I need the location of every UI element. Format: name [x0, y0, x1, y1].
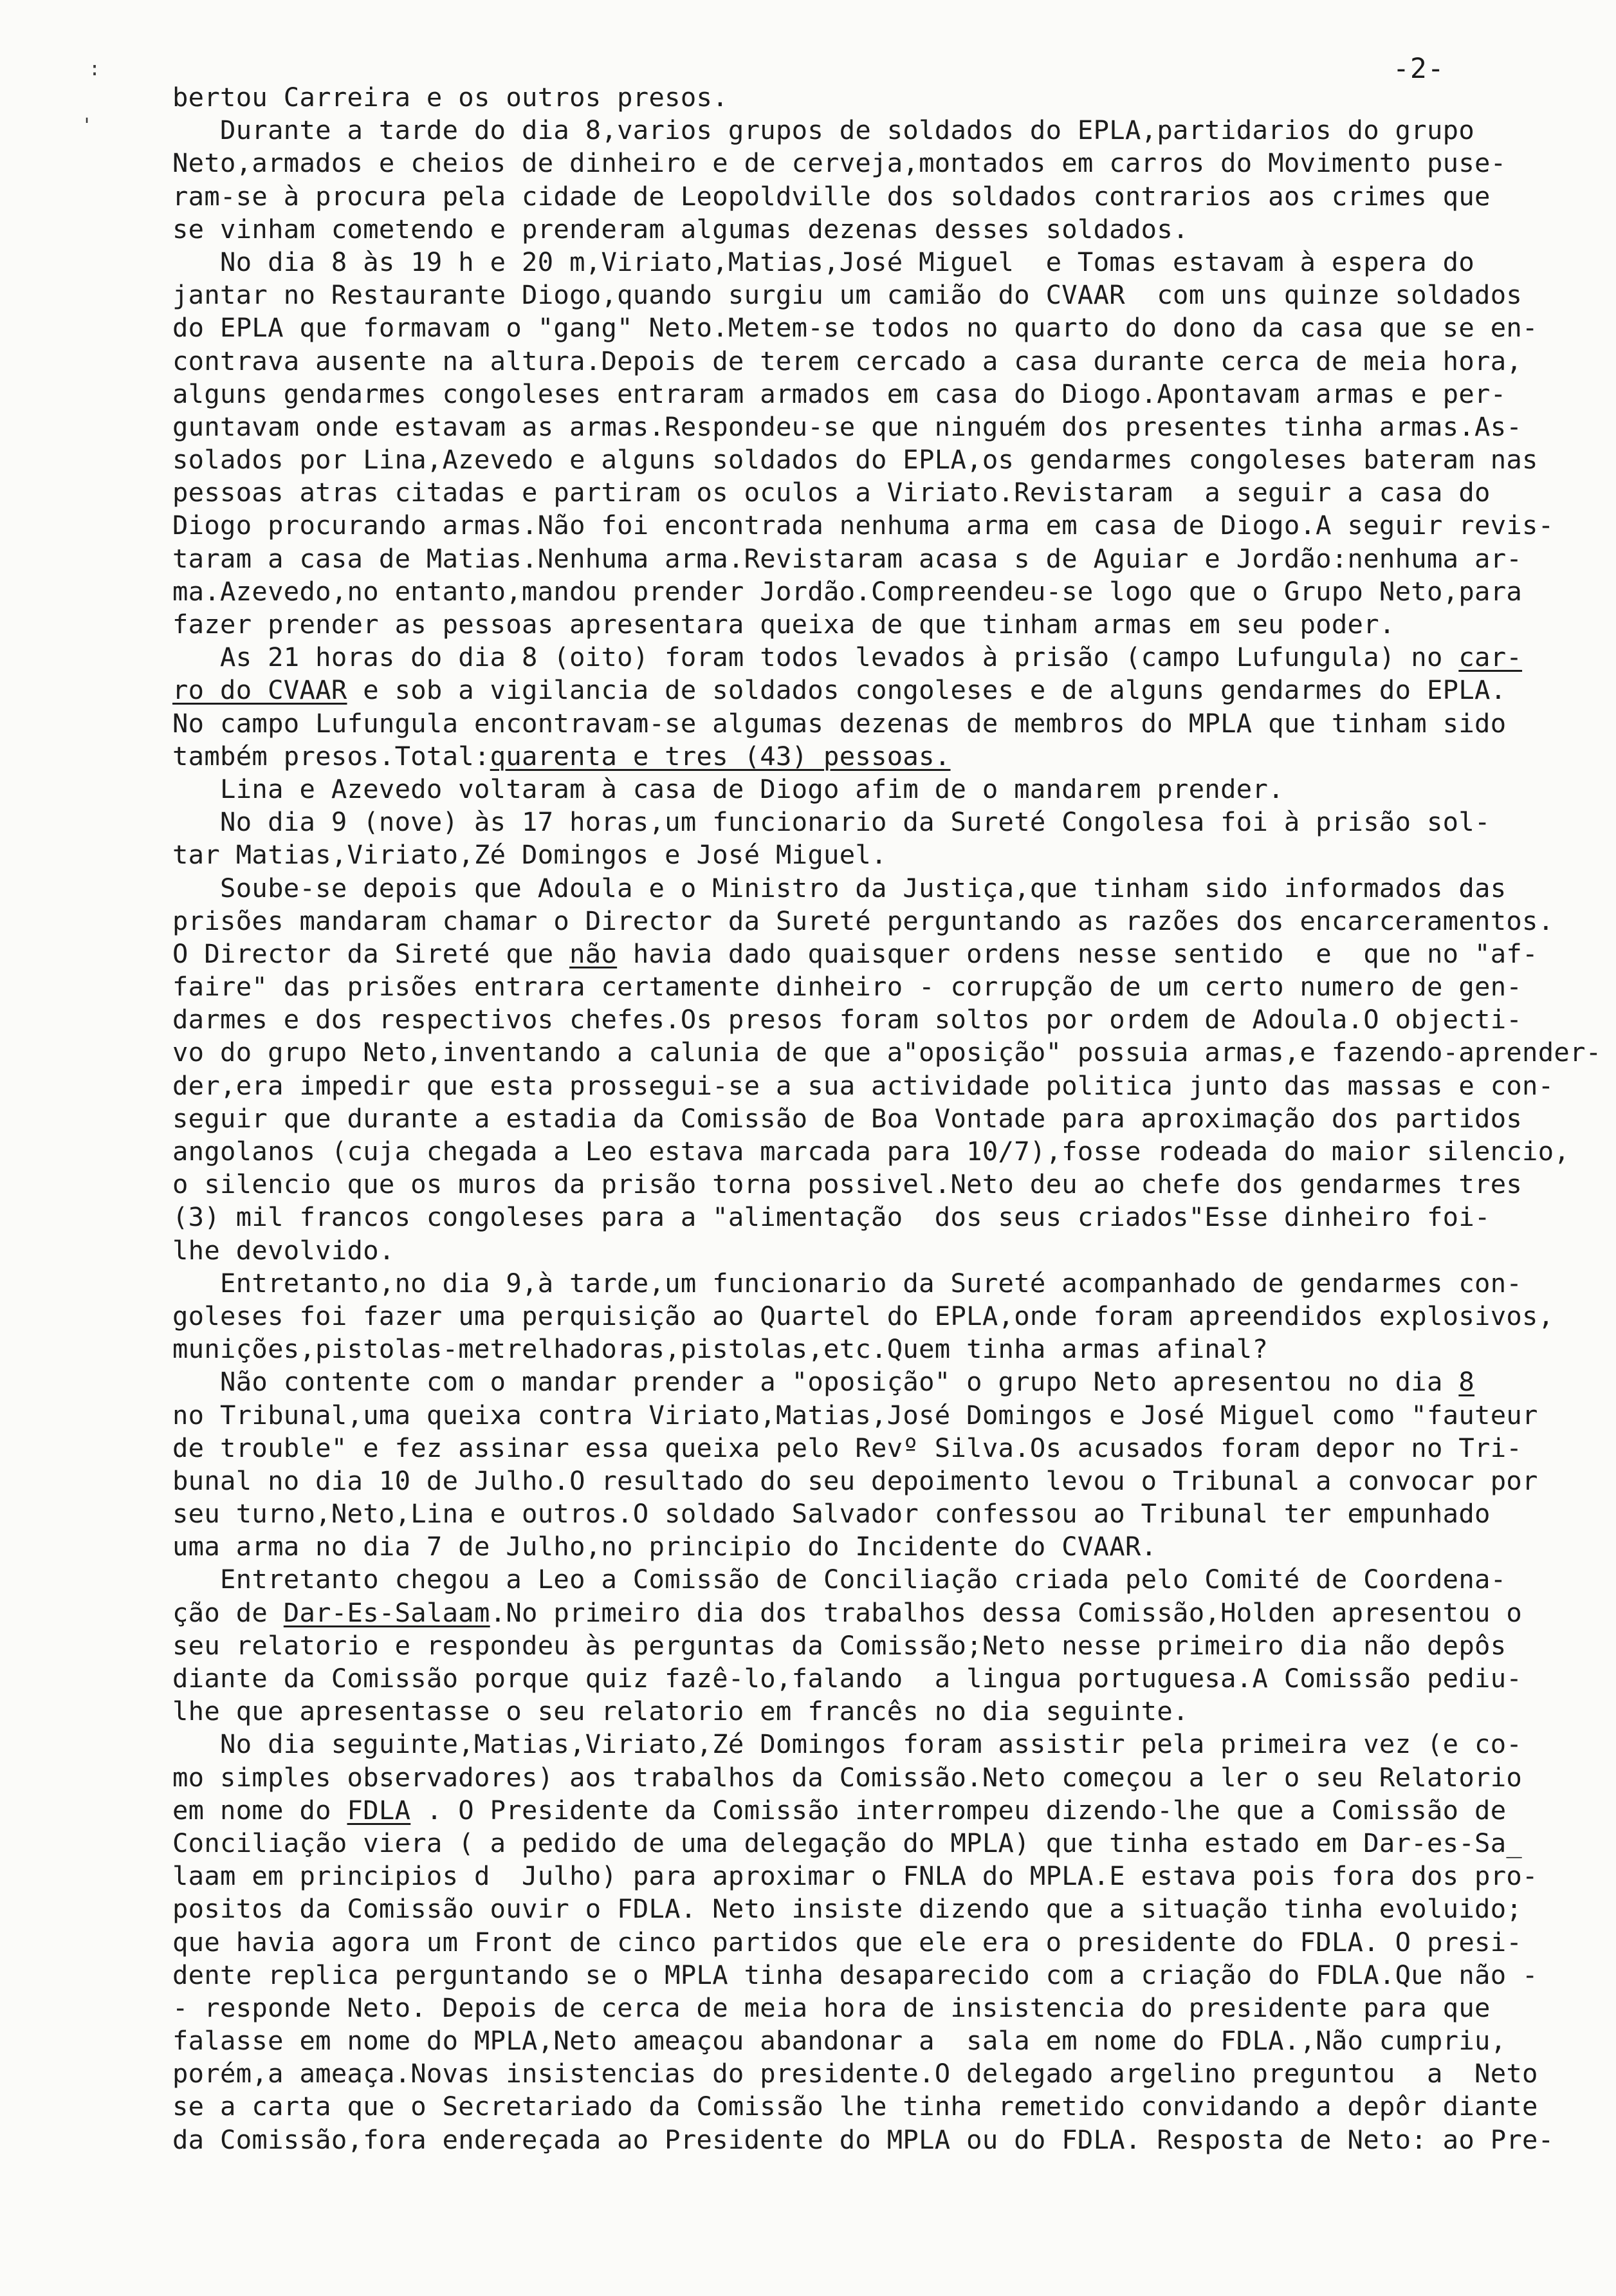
text-line — [172, 1926, 1530, 1959]
text-segment: goleses foi fazer uma perquisição ao Quartel do EPLA,onde foram apreendidos explosivos, — [172, 1300, 1554, 1331]
text-segment: . O Presidente da Comissão interrompeu dizendo-lhe que a Comissão de — [410, 1794, 1507, 1826]
text-line — [172, 443, 1538, 476]
text-line — [172, 641, 1530, 674]
text-line — [172, 1695, 1530, 1728]
text-line — [172, 1992, 1530, 2024]
text-line — [172, 1432, 1530, 1465]
text-segment: - responde Neto. Depois de cerca de meia hora de insistencia do presidente para que — [172, 1992, 1491, 2023]
text-line — [172, 1761, 1530, 1794]
text-segment: no Tribunal,uma queixa contra Viriato,Matias,José Domingos e José Miguel como "fauteur — [172, 1399, 1538, 1430]
margin-mark: : — [89, 58, 101, 80]
text-line — [172, 1465, 1538, 1497]
underlined-text: ro do CVAAR — [172, 674, 347, 706]
text-segment: pessoas atras citadas e partiram os oculos a Viriato.Revistaram a seguir a casa do — [172, 477, 1491, 508]
text-segment: ram-se à procura pela cidade de Leopoldville dos soldados contrarios aos crimes que — [172, 180, 1491, 212]
text-line — [172, 1333, 1530, 1366]
text-segment: No dia seguinte,Matias,Viriato,Zé Domingos foram assistir pela primeira vez (e co- — [172, 1728, 1523, 1760]
text-line — [172, 542, 1530, 575]
text-segment: e sob a vigilancia de soldados congoleses e de alguns gendarmes do EPLA. — [347, 674, 1507, 706]
text-segment: havia dado quaisquer ordens nesse sentido e que no "af- — [617, 938, 1538, 969]
text-segment: lhe que apresentasse o seu relatorio em francês no dia seguinte. — [172, 1696, 1189, 1727]
text-line — [172, 1563, 1530, 1596]
text-line — [172, 1201, 1530, 1234]
text-segment: lhe devolvido. — [172, 1234, 395, 1266]
text-line — [172, 608, 1530, 641]
text-line — [172, 1069, 1554, 1102]
text-line — [172, 1629, 1530, 1662]
page-number: -2- — [1393, 53, 1445, 85]
text-segment: que havia agora um Front de cinco partidos que ele era o presidente do FDLA. O presi- — [172, 1926, 1523, 1958]
text-line — [172, 213, 1530, 246]
text-segment: darmes e dos respectivos chefes.Os presos foram soltos por ordem de Adoula.O objecti- — [172, 1004, 1523, 1035]
text-line — [172, 509, 1554, 542]
text-line — [172, 2057, 1538, 2090]
text-line — [172, 1794, 1530, 1827]
text-line — [172, 1300, 1554, 1333]
text-segment: Entretanto,no dia 9,à tarde,um funcionario da Sureté acompanhado de gendarmes con- — [172, 1267, 1523, 1299]
margin-mark: ' — [81, 115, 93, 137]
text-segment: Durante a tarde do dia 8,varios grupos de soldados do EPLA,partidarios do grupo — [172, 115, 1475, 146]
text-line — [172, 806, 1530, 838]
text-segment: contrava ausente na altura.Depois de terem cercado a casa durante cerca de meia hora, — [172, 345, 1523, 376]
text-line — [172, 674, 1530, 707]
text-segment: bunal no dia 10 de Julho.O resultado do seu depoimento levou o Tribunal a convocar por — [172, 1465, 1538, 1496]
text-segment: munições,pistolas-metrelhadoras,pistolas,etc.Quem tinha armas afinal? — [172, 1333, 1269, 1365]
text-segment: porém,a ameaça.Novas insistencias do presidente.O delegado argelino preguntou a Neto — [172, 2058, 1538, 2089]
text-segment: seguir que durante a estadia da Comissão de Boa Vontade para aproximação dos partidos — [172, 1102, 1523, 1134]
text-segment: falasse em nome do MPLA,Neto ameaçou abandonar a sala em nome do FDLA.,Não cumpriu, — [172, 2025, 1507, 2057]
text-line — [172, 1234, 1530, 1267]
text-line — [172, 1168, 1530, 1201]
text-line — [172, 2024, 1530, 2057]
text-segment: Soube-se depois que Adoula e o Ministro da Justiça,que tinham sido informados das — [172, 872, 1507, 903]
text-line — [172, 311, 1538, 344]
text-segment: uma arma no dia 7 de Julho,no principio do Incidente do CVAAR. — [172, 1531, 1157, 1562]
text-line — [172, 872, 1530, 905]
text-line — [172, 740, 1530, 773]
text-segment: o silencio que os muros da prisão torna possivel.Neto deu ao chefe dos gendarmes tres — [172, 1169, 1523, 1200]
text-line — [172, 970, 1530, 1003]
text-line — [172, 411, 1530, 443]
text-line — [172, 246, 1530, 279]
text-line — [172, 1959, 1538, 1992]
text-line — [172, 838, 1530, 871]
text-segment: laam em principios d Julho) para aproximar o FNLA do MPLA.E estava pois fora dos pro- — [172, 1860, 1538, 1892]
text-segment: em nome do — [172, 1794, 347, 1826]
text-segment: se vinham cometendo e prenderam algumas dezenas desses soldados. — [172, 213, 1189, 245]
text-segment: No campo Lufungula encontravam-se algumas dezenas de membros do MPLA que tinham sido — [172, 707, 1507, 739]
text-segment: O Director da Sireté que — [172, 938, 570, 969]
text-segment: positos da Comissão ouvir o FDLA. Neto insiste dizendo que a situação tinha evoluido; — [172, 1893, 1523, 1925]
text-segment: Conciliação viera ( a pedido de uma delegação do MPLA) que tinha estado em Dar-es-Sa_ — [172, 1827, 1523, 1858]
underlined-text: FDLA — [347, 1794, 411, 1826]
text-segment: do EPLA que formavam o "gang" Neto.Metem-se todos no quarto do dono da casa que se en- — [172, 312, 1538, 344]
text-segment: dente replica perguntando se o MPLA tinha desaparecido com a criação do FDLA.Que não - — [172, 1959, 1538, 1990]
text-line — [172, 1102, 1530, 1135]
text-segment: mo simples observadores) aos trabalhos da Comissão.Neto começou a ler o seu Relatorio — [172, 1761, 1523, 1793]
text-line — [172, 378, 1530, 411]
text-line — [172, 476, 1530, 509]
text-segment: da Comissão,fora endereçada ao Presidente do MPLA ou do FDLA. Resposta de Neto: ao Pre- — [172, 2124, 1554, 2155]
text-line — [172, 1662, 1530, 1695]
text-segment: Neto,armados e cheios de dinheiro e de cerveja,montados em carros do Movimento puse- — [172, 147, 1507, 179]
underlined-text: quarenta e tres (43) pessoas. — [490, 740, 951, 772]
text-segment: jantar no Restaurante Diogo,quando surgiu um camião do CVAAR com uns quinze soldados — [172, 279, 1523, 311]
text-segment: de trouble" e fez assinar essa queixa pelo Revº Silva.Os acusados foram depor no Tri- — [172, 1432, 1523, 1463]
text-segment: taram a casa de Matias.Nenhuma arma.Revistaram acasa s de Aguiar e Jordão:nenhuma ar- — [172, 542, 1523, 574]
text-line — [172, 2090, 1538, 2123]
text-line — [172, 773, 1530, 806]
text-line — [172, 707, 1530, 740]
text-segment: alguns gendarmes congoleses entraram armados em casa do Diogo.Apontavam armas e per- — [172, 378, 1507, 409]
text-segment: No dia 9 (nove) às 17 horas,um funcionario da Sureté Congolesa foi à prisão sol- — [172, 806, 1491, 838]
text-line — [172, 2124, 1554, 2156]
text-segment: Não contente com o mandar prender a "oposição" o grupo Neto apresentou no dia — [172, 1366, 1459, 1398]
text-segment: tar Matias,Viriato,Zé Domingos e José Miguel. — [172, 839, 887, 871]
text-line — [172, 81, 1530, 114]
underlined-text: Dar-Es-Salaam — [283, 1597, 490, 1628]
text-segment: prisões mandaram chamar o Director da Sureté perguntando as razões dos encarceramentos. — [172, 905, 1554, 936]
text-segment: seu turno,Neto,Lina e outros.O soldado Salvador confessou ao Tribunal ter empunhado — [172, 1498, 1491, 1530]
text-segment: vo do grupo Neto,inventando a calunia de que a"oposição" possuia armas,e fazendo-aprender- — [172, 1037, 1602, 1068]
text-segment: As 21 horas do dia 8 (oito) foram todos levados à prisão (campo Lufungula) no — [172, 642, 1459, 673]
text-line — [172, 1366, 1530, 1398]
text-segment: seu relatorio e respondeu às perguntas da Comissão;Neto nesse primeiro dia não depôs — [172, 1629, 1507, 1661]
text-segment: ção de — [172, 1597, 284, 1628]
text-line — [172, 1135, 1570, 1168]
text-line — [172, 1267, 1530, 1300]
text-segment: Lina e Azevedo voltaram à casa de Diogo afim de o mandarem prender. — [172, 773, 1284, 804]
text-segment: diante da Comissão porque quiz fazê-lo,falando a lingua portuguesa.A Comissão pediu- — [172, 1663, 1523, 1694]
text-segment: guntavam onde estavam as armas.Respondeu-se que ninguém dos presentes tinha armas.As- — [172, 411, 1523, 442]
text-line — [172, 1497, 1530, 1530]
text-line — [172, 1893, 1530, 1925]
text-segment: solados por Lina,Azevedo e alguns soldados do EPLA,os gendarmes congoleses bateram nas — [172, 444, 1538, 476]
text-line — [172, 905, 1554, 938]
text-line — [172, 1003, 1530, 1036]
underlined-text: não — [569, 938, 618, 969]
underlined-text: car- — [1458, 642, 1523, 673]
text-line — [172, 1728, 1530, 1761]
text-line — [172, 279, 1530, 311]
text-line — [172, 1399, 1538, 1432]
text-segment: der,era impedir que esta prossegui-se a sua actividade politica junto das massas e con- — [172, 1069, 1554, 1101]
text-line — [172, 938, 1538, 970]
typed-body-text — [172, 81, 1602, 2156]
text-segment: No dia 8 às 19 h e 20 m,Viriato,Matias,José Miguel e Tomas estavam à espera do — [172, 246, 1475, 277]
text-segment: bertou Carreira e os outros presos. — [172, 82, 728, 113]
text-line — [172, 180, 1530, 213]
text-line — [172, 345, 1530, 378]
text-line — [172, 1597, 1530, 1629]
text-segment: faire" das prisões entrara certamente dinheiro - corrupção de um certo numero de gen- — [172, 971, 1523, 1003]
text-line — [172, 1036, 1602, 1069]
text-line — [172, 114, 1530, 147]
text-segment: .No primeiro dia dos trabalhos dessa Comissão,Holden apresentou o — [490, 1597, 1523, 1628]
text-segment: angolanos (cuja chegada a Leo estava marcada para 10/7),fosse rodeada do maior silencio, — [172, 1136, 1570, 1167]
underlined-text: 8 — [1458, 1366, 1475, 1398]
text-line — [172, 1530, 1530, 1563]
text-line — [172, 147, 1530, 180]
text-segment: (3) mil francos congoleses para a "alimentação dos seus criados"Esse dinheiro foi- — [172, 1201, 1491, 1233]
text-line — [172, 1860, 1538, 1893]
text-line — [172, 1827, 1530, 1860]
text-segment: ma.Azevedo,no entanto,mandou prender Jordão.Compreendeu-se logo que o Grupo Neto,para — [172, 575, 1523, 607]
text-segment: se a carta que o Secretariado da Comissão lhe tinha remetido convidando a depôr diante — [172, 2091, 1538, 2122]
text-segment: Entretanto chegou a Leo a Comissão de Conciliação criada pelo Comité de Coordena- — [172, 1564, 1507, 1595]
text-line — [172, 575, 1530, 608]
text-segment: também presos.Total: — [172, 740, 490, 772]
text-segment: fazer prender as pessoas apresentara queixa de que tinham armas em seu poder. — [172, 609, 1395, 640]
text-segment: Diogo procurando armas.Não foi encontrada nenhuma arma em casa de Diogo.A seguir revis- — [172, 510, 1554, 541]
